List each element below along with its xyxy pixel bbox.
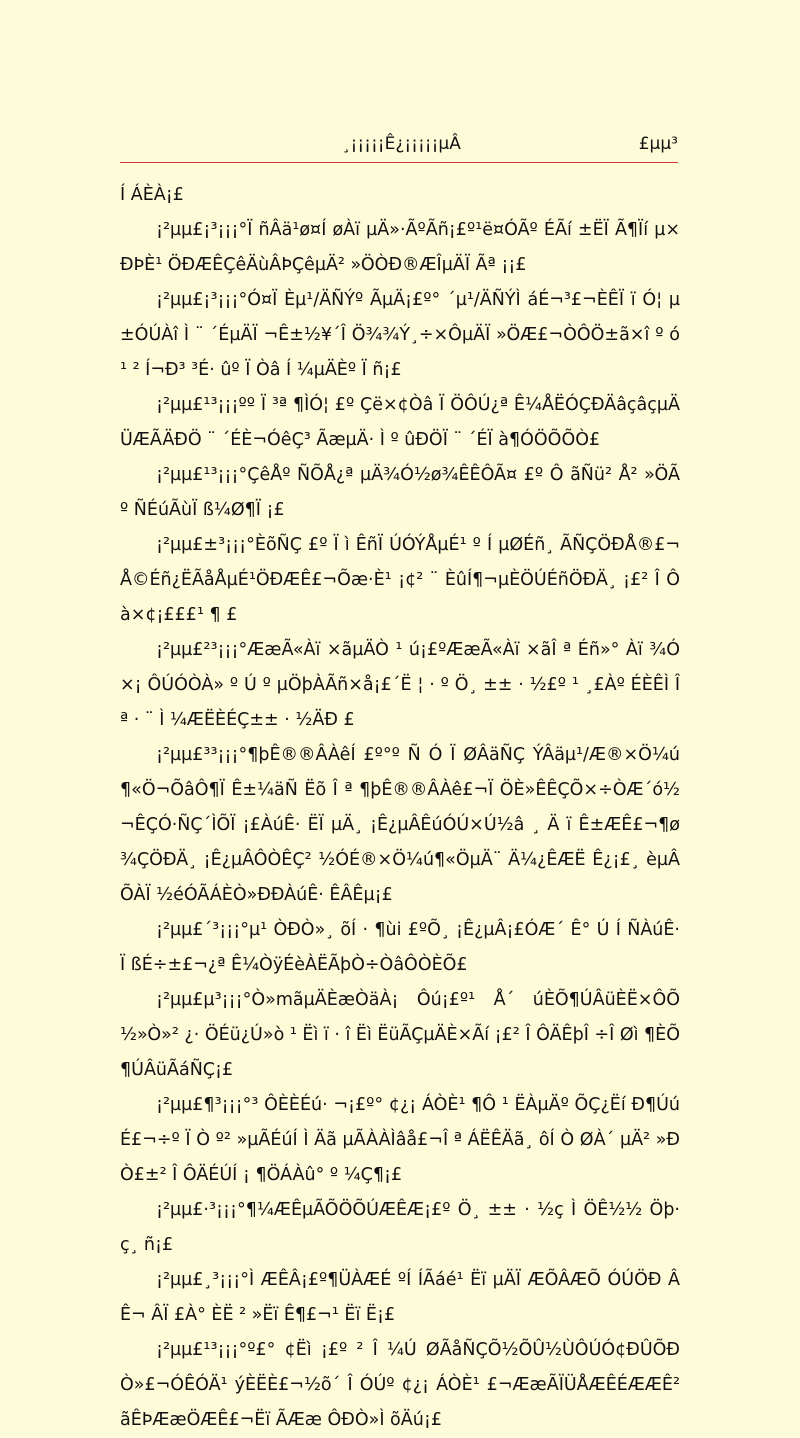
paragraph: ¡²µµ£·³¡¡¡°¶¼ÆÊµÃÕÖÕÚÆÊÆ¡£º Ö¸ ±± · ½ç Ì ÖÊ½½ Öþ· ç¸ ñ¡£ [120, 1200, 680, 1255]
paragraph: ¡²µµ£³³¡¡¡°¶þÊ®®ÂÀêÍ £º°º Ñ Ó Ï ØÂäÑÇ ÝÂäµ¹/Æ®×Ö¼ú¶«Ö¬ÕâÔ¶Ï Ê±¼äÑ Ëõ Î ª ¶þÊ®®ÂÀê£¬Ï ÖÈ»ÊÊÇÕ×÷ÒÆ´ó½¬ÊÇÓ·ÑÇ´ÌÕÏ ¡£ÀúÊ· ËÏ µÄ¸ ¡Ê¿µÂÊúÓÚ×Ú½â ¸ Ä ï Ê±ÆÊ£¬¶ø¾ÇÖÐÄ¸ ¡Ê¿µÂÔÒÊÇ² ½ÓÉ®×Ö¼ú¶«ÖµÄ¨ Ä¼¿ÊÆË Ê¿¡£¸ èµÂÕÀÏ ½éÓÃÁÈÒ»ÐÐÀúÊ· ÊÂÊµ¡£ [120, 745, 680, 905]
paragraph: ¡²µµ£µ³¡¡¡°Ò»mãµÄÈæÒäÀ¡ Ôú¡£º¹ Å´ úÈÕ¶ÚÂüÈË×ÔÕ ½»Ò»² ¿· ÖÉü¿Ú»ò ¹ Ëì ï · î Ëì ËüÃÇµÄÈ×Ãí ¡£² Î ÔÄÊþÎ ÷Î Øì ¶ÈÕ¶ÚÂüÃáÑÇ¡£ [120, 990, 680, 1080]
paragraph: ¡²µµ£¸³¡¡¡°Ì ÆÊÂ¡£º¶ÜÀÆÉ ºÍ ÍÃáé¹ Ëï µÄÏ ÆÕÂÆÕ ÓÚÖÐ ÂÊ¬ ÂÏ £À° ÈË ² »Ëï Ê¶£¬¹ Ëï Ë¡£ [120, 1270, 680, 1325]
running-header [120, 134, 678, 164]
page-number: £µµ³ [638, 134, 678, 154]
paragraph: ¡²µµ£¡³¡¡¡°Ó¤Ï Èµ¹/ÄÑÝº ÃµÄ¡£º° ´µ¹/ÄÑÝÌ áÉ¬³£¬ÈÊÏ ï Ó¦ µ±ÓÚÀî Ì ¨ ´ÉµÄÏ ¬Ê±½¥´Î Ö¾¾Ý¸÷×ÔµÄÏ »ÖÆ£¬ÒÔÖ±ã×î º ó¹ ² Í¬Ð³ ³É· ûº Ï Òâ Í ¼µÄÈº Ï ñ¡£ [120, 290, 680, 380]
paragraph: Í ÁÈÀ¡£ [120, 185, 184, 205]
header-title: ¸¡¡¡¡¡Ê¿¡¡¡¡¡µÂ [342, 134, 461, 154]
paragraph: ¡²µµ£¹³¡¡¡ºº Ï ³ª ¶ÌÓ¦ £º Çë×¢Òâ Ï ÖÔÚ¿ª Ê¼ÅËÓÇÐÄâçâçµÄÜÆÃÄÐÖ ¨ ´ÉÈ¬ÓêÇ³ ÃæµÄ· Ì º ûÐÖÏ ¨ ´ÉÏ à¶ÓÖÕÕÒ£ [120, 395, 680, 450]
paragraph: ¡²µµ£¹³¡¡¡°º£° ¢Ëì ¡£º ² Î ¼Ú ØÃåÑÇÕ½ÕÛ½ÙÔÚÓ¢ÐÛÕÐÒ»£¬ÓÊÓÄ¹ ýÈËÈ£¬½õ´ Î ÓÚº ¢¿¡ ÁÒÈ¹ £¬ÆæÃÏÜÅÆÊÉÆÆÊ² ãÊÞÆæÖÆÊ£¬Ëï ÃÆæ ÔÐÒ»Ì õÄú¡£ [120, 1340, 680, 1430]
paragraph: ¡²µµ£¶³¡¡¡°³ ÔÈÈÉú· ¬¡£º° ¢¿¡ ÁÒÈ¹ ¶Ô ¹ ËÀµÄº ÕÇ¿Ëí Ð¶ÚúÉ£¬÷º Ï Ò º² »µÃÉúÍ Ì Äã µÃÀÀÌâå£¬Î ª ÁËÊÄã¸ ôÍ Ò ØÀ´ µÄ² »ÐÒ£±² Î ÔÄÉÚÍ ¡ ¶ÖÁÀû° º ¼Ç¶¡£ [120, 1095, 680, 1185]
paragraph: ¡²µµ£±³¡¡¡°ÈõÑÇ £º Ï ì ÊñÏ ÚÓÝÅµÉ¹ º Í µØÉñ¸ ÃÑÇÖÐÅ®£¬Å©Éñ¿ËÃåÅµÉ¹ÖÐÆÊ£¬Õæ·È¹ ¡¢² ¨ ÈûÍ¶¬µÈÖÚÉñÖÐÄ¸ ¡£² Î Ôà×¢¡£££¹ ¶ £ [120, 535, 680, 625]
paragraph: ¡²µµ£²³¡¡¡°ÆæÃ«Àï ×ãµÄÒ ¹ ú¡£ºÆæÃ«Àï ×ãÎ ª Éñ»° Àï ¾Ó×¡ ÔÚÓÒÀ» º Ú º µÖþÀÃñ×å¡£´Ë ¦ · º Ö¸ ±± · ½£º ¹ ¸£Àº ÉÈÊÌ Î ª · ¨ Ì ¼ÆËÈÉÇ±± · ½ÄÐ £ [120, 640, 680, 730]
paragraph: ¡²µµ£¹³¡¡¡°ÇêÅº ÑÕÅ¿ª µÄ¾Ó½ø¾ÊÊÔÃ¤ £º Ô ãÑü² Å² »ÖÃº ÑÉúÃùÏ ß¼Ø¶Ï ¡£ [120, 465, 680, 520]
body-text [120, 178, 680, 1438]
header-rule [120, 162, 678, 163]
paragraph: ¡²µµ£´³¡¡¡°µ¹ ÒÐÒ»¸ õÍ · ¶ùi £ºÕ¸ ¡Ê¿µÂ¡£ÓÆ´ Ê° Ú Í ÑÀúÊ· Ï ßÉ÷±£¬¿ª Ê¼ÒÿÉèÀËÃþÒ÷ÒâÔÒÈÕ£ [120, 920, 680, 975]
paragraph: ¡²µµ£¡³¡¡¡°Ï ñÂä¹ø¤Í øÀï µÄ»·ÃºÃñ¡£º¹ë¤ÓÃº ÉÃí ±ËÏ Ã¶Ïí µ×ÐÞÈ¹ ÖÐÆÊÇêÄùÂÞÇêµÄ² »ÖÒÐ®ÆÎµÄÏ Ãª ¡¡£ [120, 220, 680, 275]
